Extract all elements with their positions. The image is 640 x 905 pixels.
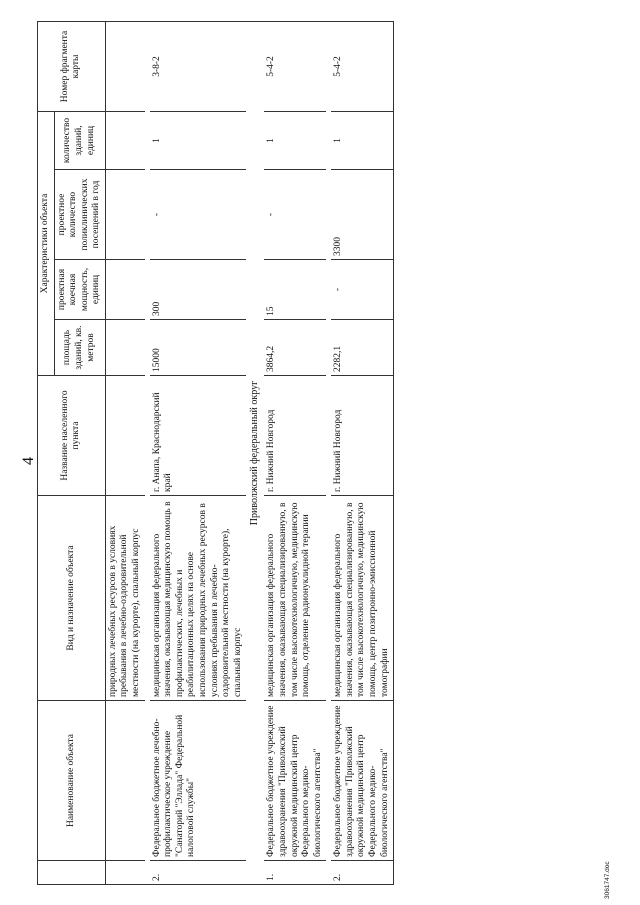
cell-map-fragment: 3-8-2 [150,21,247,111]
cell-name [105,701,144,861]
header-locality: Название населенного пункта [38,376,106,496]
district-heading: Приволжский федеральный округ [246,21,264,884]
cell-buildings: 1 [150,111,247,169]
cell-purpose: медицинская организация федерального значения, оказывающая медицинскую помощь в профилактических, лечебных и реабилитационных целях на основе использования природных лечебных ресурсов в условиях пребывания в лечебно-оздоровительной местности (на курорте), спальный корпус [150,496,247,701]
cell-name: Федеральное бюджетное учреждение здравоохранения "Приволжский окружной медицинский центр Федерального медико-биологического агентства" [331,701,393,861]
cell-capacity: - [331,260,393,320]
header-num [38,861,106,885]
cell-name: Федеральное бюджетное учреждение здравоохранения "Приволжский окружной медицинский центр Федерального медико-биологического агентства" [264,701,326,861]
cell-locality [105,376,144,496]
cell-buildings: 1 [331,111,393,169]
cell-purpose: медицинская организация федерального значения, оказывающая специализированную, в том числе высокотехнологичную, медицинскую помощь, центр позитронно-эмиссионной томографии [331,496,393,701]
header-name: Наименование объекта [38,701,106,861]
cell-buildings [105,111,144,169]
header-map-fragment: Номер фрагмента карты [38,21,106,111]
cell-area: 3864,2 [264,320,326,376]
facilities-table [37,21,394,885]
cell-num [105,861,144,885]
cell-locality: г. Нижний Новгород [331,376,393,496]
cell-visits [105,170,144,260]
cell-num: 1. [264,861,326,885]
cell-capacity: 15 [264,260,326,320]
cell-num: 2. [331,861,393,885]
header-purpose: Вид и назначение объекта [38,496,106,701]
cell-purpose: природных лечебных ресурсов в условиях пребывания в лечебно-оздоровительной местности (на курорте), спальный корпус [105,496,144,701]
header-area: площадь зданий, кв. метров [54,320,105,376]
district-row [246,21,264,884]
table-body [105,21,393,884]
cell-map-fragment [105,21,144,111]
cell-visits: 3300 [331,170,393,260]
header-buildings: количество зданий, единиц [54,111,105,169]
header-capacity: проектная коечная мощность, единиц [54,260,105,320]
cell-visits: - [150,170,247,260]
cell-area [105,320,144,376]
cell-purpose: медицинская организация федерального значения, оказывающая специализированную, в том числе высокотехнологичную, медицинскую помощь, отделение радионуклидной терапии [264,496,326,701]
table-header [38,21,106,884]
cell-locality: г. Анапа, Краснодарский край [150,376,247,496]
header-characteristics: Характеристики объекта [38,111,55,375]
cell-map-fragment: 5-4-2 [264,21,326,111]
cell-num: 2. [150,861,247,885]
cell-map-fragment: 5-4-2 [331,21,393,111]
cell-area: 2282,1 [331,320,393,376]
page-number: 4 [20,457,37,465]
table-row [264,21,326,884]
table-row-continuation [105,21,144,884]
cell-capacity [105,260,144,320]
cell-area: 15000 [150,320,247,376]
header-visits: проектное количество поликлинических посещений в год [54,170,105,260]
document-footer: 3061747.doc [604,861,611,899]
cell-name: Федеральное бюджетное лечебно-профилактическое учреждение "Санаторий "Эллада" Федеральной налоговой службы" [150,701,247,861]
table-row [331,21,393,884]
cell-visits: - [264,170,326,260]
cell-buildings: 1 [264,111,326,169]
cell-locality: г. Нижний Новгород [264,376,326,496]
table-row [150,21,247,884]
cell-capacity: 300 [150,260,247,320]
